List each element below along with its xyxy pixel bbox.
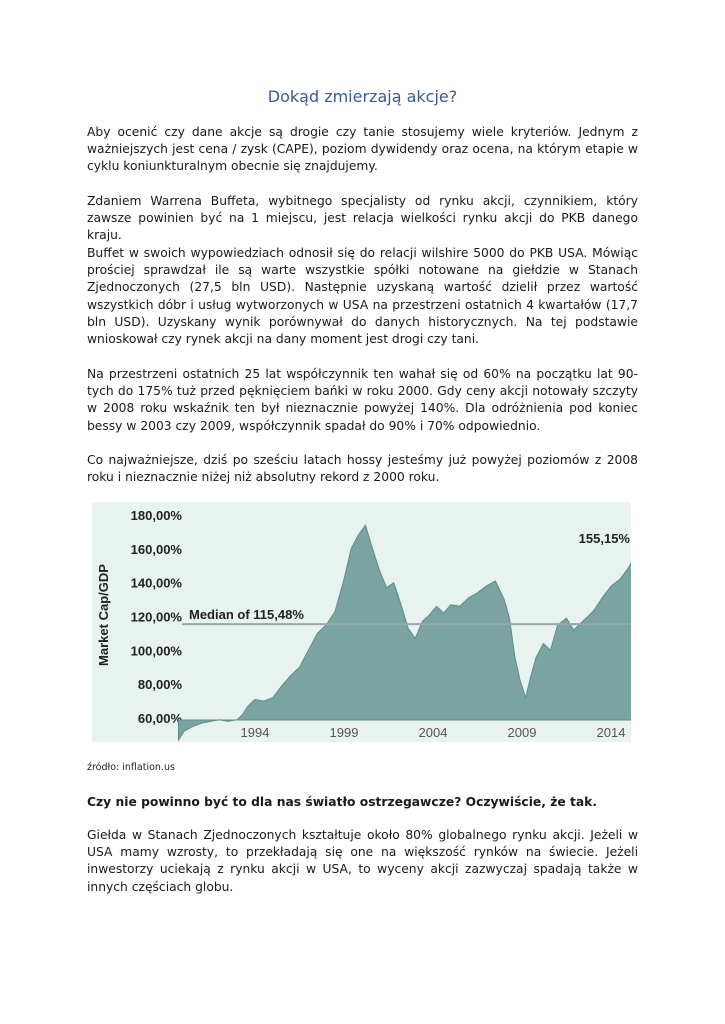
y-axis-label: Market Cap/GDP: [96, 564, 111, 666]
chart-canvas: [92, 502, 631, 742]
market-cap-gdp-chart: [92, 502, 631, 742]
page-title: Dokąd zmierzają akcje?: [267, 87, 458, 106]
y-tick-label: 80,00%: [137, 677, 182, 693]
y-tick-label: 180,00%: [130, 508, 182, 523]
paragraph-5: Co najważniejsze, dziś po sześciu latach hossy jesteśmy już powyżej poziomów z 2008 roku i nieznacznie niżej niż absolutny rekord z 2000 roku.: [87, 453, 638, 485]
source-note: źródło: inflation.us: [87, 762, 175, 773]
paragraph-1: Aby ocenić czy dane akcje są drogie czy tanie stosujemy wiele kryteriów. Jednym z ważniejszych jest cena / zysk (CAPE), poziom dywidendy oraz ocena, na którym etapie w cyklu koniunkturalnym obecnie się znajdujemy.: [87, 125, 638, 174]
warning-question: Czy nie powinno być to dla nas światło ostrzegawcze? Oczywiście, że tak.: [87, 795, 598, 809]
y-tick-label: 60,00%: [137, 711, 182, 726]
paragraph-4: Na przestrzeni ostatnich 25 lat współczynnik ten wahał się od 60% na początku lat 90-tych do 175% tuż przed pęknięciem bańki w roku 2000. Gdy ceny akcji notowały szczyty w 2008 roku wskaźnik ten był nieznacznie powyżej 140%. Dla odróżnienia pod koniec bessy w 2003 czy 2009, współczynnik spadał do 90% i 70% odpowiednio.: [87, 367, 638, 433]
x-tick-label: 1999: [329, 725, 359, 740]
y-tick-label: 140,00%: [130, 575, 182, 591]
x-tick-label: 2014: [596, 725, 626, 740]
median-label: Median of 115,48%: [189, 607, 304, 623]
paragraph-2: Zdaniem Warrena Buffeta, wybitnego specjalisty od rynku akcji, czynnikiem, który zawsze powinien być na 1 miejscu, jest relacja wielkości rynku akcji do PKB danego kraju.: [87, 194, 638, 243]
y-tick-label: 100,00%: [130, 643, 182, 659]
x-tick-label: 2004: [418, 725, 448, 740]
y-tick-label: 160,00%: [130, 541, 182, 557]
paragraph-closing: Giełda w Stanach Zjednoczonych kształtuje około 80% globalnego rynku akcji. Jeżeli w USA mamy wzrosty, to przekładają się one na większość rynków na świecie. Jeżeli inwestorzy uciekają z rynku akcji w USA, to wyceny akcji zazwyczaj spadają także w innych częściach globu.: [87, 828, 638, 894]
x-tick-label: 1994: [240, 725, 270, 740]
y-tick-label: 120,00%: [130, 609, 182, 625]
last-value-label: 155,15%: [578, 531, 630, 547]
x-tick-label: 2009: [507, 725, 537, 740]
paragraph-3: Buffet w swoich wypowiedziach odnosił się do relacji wilshire 5000 do PKB USA. Mówiąc prościej sprawdzał ile są warte wszystkie spółki notowane na giełdzie w Stanach Zjednoczonych (27,5 bln USD). Następnie uzyskaną wartość dzielił przez wartość wszystkich dóbr i usług wytworzonych w USA na przestrzeni ostatnich 4 kwartałów (17,7 bln USD). Uzyskany wynik porównywał do danych historycznych. Na tej podstawie wnioskował czy rynek akcji na dany moment jest drogi czy tani.: [87, 246, 638, 347]
